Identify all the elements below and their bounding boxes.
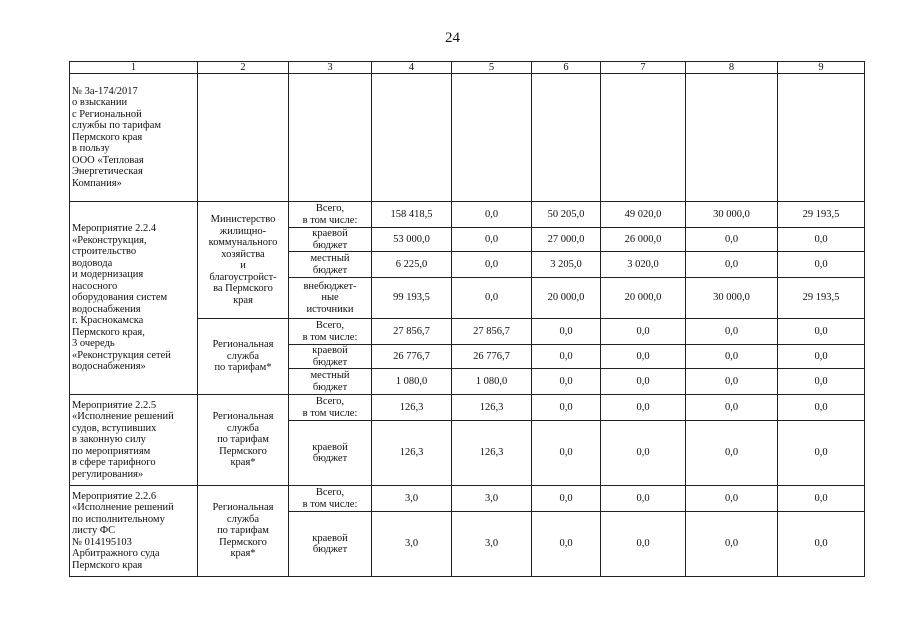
amount-cell: 0,0 (601, 421, 686, 486)
measure-name-cell: Мероприятие 2.2.6 «Исполнение решений по исполнительному листу ФС № 014195103 Арбитражного суда Пермского края (70, 486, 198, 577)
amount-cell: 50 205,0 (532, 202, 601, 228)
amount-cell: 3,0 (372, 512, 452, 577)
table-row (70, 486, 865, 512)
amount-cell: 0,0 (686, 345, 778, 369)
amount-cell: 49 020,0 (601, 202, 686, 228)
empty-cell (778, 74, 865, 202)
amount-cell: 0,0 (452, 252, 532, 278)
amount-cell: 0,0 (778, 369, 865, 395)
amount-cell: 0,0 (778, 228, 865, 252)
funding-source-cell: местный бюджет (289, 252, 372, 278)
amount-cell: 0,0 (686, 395, 778, 421)
amount-cell: 126,3 (372, 421, 452, 486)
amount-cell: 20 000,0 (532, 278, 601, 319)
column-header: 9 (778, 62, 865, 74)
funding-source-cell: внебюджет- ные источники (289, 278, 372, 319)
amount-cell: 0,0 (601, 512, 686, 577)
table-row (70, 62, 865, 74)
amount-cell: 1 080,0 (452, 369, 532, 395)
amount-cell: 26 000,0 (601, 228, 686, 252)
amount-cell: 30 000,0 (686, 202, 778, 228)
amount-cell: 0,0 (452, 202, 532, 228)
case-name-cell: № 3а-174/2017 о взыскании с Региональной службы по тарифам Пермского края в пользу ООО «Тепловая Энергетическая Компания» (70, 74, 198, 202)
amount-cell: 0,0 (686, 486, 778, 512)
amount-cell: 0,0 (778, 252, 865, 278)
table-row (70, 395, 865, 421)
funding-source-cell: Всего, в том числе: (289, 202, 372, 228)
column-header: 3 (289, 62, 372, 74)
amount-cell: 0,0 (452, 228, 532, 252)
empty-cell (686, 74, 778, 202)
amount-cell: 27 000,0 (532, 228, 601, 252)
amount-cell: 0,0 (778, 395, 865, 421)
empty-cell (452, 74, 532, 202)
amount-cell: 0,0 (686, 319, 778, 345)
amount-cell: 0,0 (601, 319, 686, 345)
funding-source-cell: местный бюджет (289, 369, 372, 395)
page-number: 24 (445, 30, 460, 46)
amount-cell: 0,0 (778, 486, 865, 512)
funding-source-cell: Всего, в том числе: (289, 319, 372, 345)
column-header: 7 (601, 62, 686, 74)
funding-source-cell: краевой бюджет (289, 421, 372, 486)
amount-cell: 0,0 (452, 278, 532, 319)
funding-source-cell: краевой бюджет (289, 512, 372, 577)
amount-cell: 3 205,0 (532, 252, 601, 278)
amount-cell: 0,0 (686, 421, 778, 486)
empty-cell (372, 74, 452, 202)
empty-cell (289, 74, 372, 202)
empty-cell (198, 74, 289, 202)
amount-cell: 0,0 (778, 421, 865, 486)
table-row (70, 202, 865, 228)
amount-cell: 0,0 (532, 345, 601, 369)
measure-name-cell: Мероприятие 2.2.5 «Исполнение решений судов, вступивших в законную силу по мероприятиям в сфере тарифного регулирования» (70, 395, 198, 486)
funding-source-cell: краевой бюджет (289, 345, 372, 369)
amount-cell: 3 020,0 (601, 252, 686, 278)
amount-cell: 0,0 (601, 486, 686, 512)
amount-cell: 0,0 (601, 369, 686, 395)
amount-cell: 26 776,7 (452, 345, 532, 369)
funding-source-cell: Всего, в том числе: (289, 486, 372, 512)
amount-cell: 0,0 (532, 369, 601, 395)
amount-cell: 0,0 (601, 345, 686, 369)
amount-cell: 158 418,5 (372, 202, 452, 228)
column-header: 8 (686, 62, 778, 74)
amount-cell: 30 000,0 (686, 278, 778, 319)
amount-cell: 0,0 (532, 512, 601, 577)
funding-source-cell: Всего, в том числе: (289, 395, 372, 421)
amount-cell: 0,0 (778, 319, 865, 345)
amount-cell: 26 776,7 (372, 345, 452, 369)
column-header: 5 (452, 62, 532, 74)
amount-cell: 27 856,7 (372, 319, 452, 345)
table-row (70, 74, 865, 202)
executor-cell: Региональная служба по тарифам* (198, 319, 289, 395)
amount-cell: 0,0 (686, 369, 778, 395)
budget-table (69, 61, 865, 577)
amount-cell: 0,0 (532, 395, 601, 421)
column-header: 2 (198, 62, 289, 74)
amount-cell: 0,0 (532, 421, 601, 486)
amount-cell: 0,0 (778, 512, 865, 577)
empty-cell (532, 74, 601, 202)
executor-cell: Региональная служба по тарифам Пермского края* (198, 486, 289, 577)
amount-cell: 0,0 (686, 228, 778, 252)
executor-cell: Министерство жилищно- коммунального хозяйства и благоустройст- ва Пермского края (198, 202, 289, 319)
amount-cell: 1 080,0 (372, 369, 452, 395)
amount-cell: 126,3 (452, 395, 532, 421)
amount-cell: 3,0 (452, 512, 532, 577)
amount-cell: 0,0 (686, 512, 778, 577)
amount-cell: 29 193,5 (778, 202, 865, 228)
amount-cell: 0,0 (601, 395, 686, 421)
amount-cell: 0,0 (532, 486, 601, 512)
column-header: 1 (70, 62, 198, 74)
amount-cell: 126,3 (452, 421, 532, 486)
funding-source-cell: краевой бюджет (289, 228, 372, 252)
amount-cell: 3,0 (372, 486, 452, 512)
amount-cell: 6 225,0 (372, 252, 452, 278)
amount-cell: 53 000,0 (372, 228, 452, 252)
amount-cell: 3,0 (452, 486, 532, 512)
amount-cell: 29 193,5 (778, 278, 865, 319)
empty-cell (601, 74, 686, 202)
executor-cell: Региональная служба по тарифам Пермского края* (198, 395, 289, 486)
amount-cell: 27 856,7 (452, 319, 532, 345)
amount-cell: 20 000,0 (601, 278, 686, 319)
amount-cell: 99 193,5 (372, 278, 452, 319)
column-header: 6 (532, 62, 601, 74)
amount-cell: 0,0 (532, 319, 601, 345)
column-header: 4 (372, 62, 452, 74)
amount-cell: 0,0 (686, 252, 778, 278)
amount-cell: 0,0 (778, 345, 865, 369)
measure-name-cell: Мероприятие 2.2.4 «Реконструкция, строительство водовода и модернизация насосного оборудования систем водоснабжения г. Краснокамска Пермского края, 3 очередь «Реконструкция сетей водоснабжения» (70, 202, 198, 395)
amount-cell: 126,3 (372, 395, 452, 421)
